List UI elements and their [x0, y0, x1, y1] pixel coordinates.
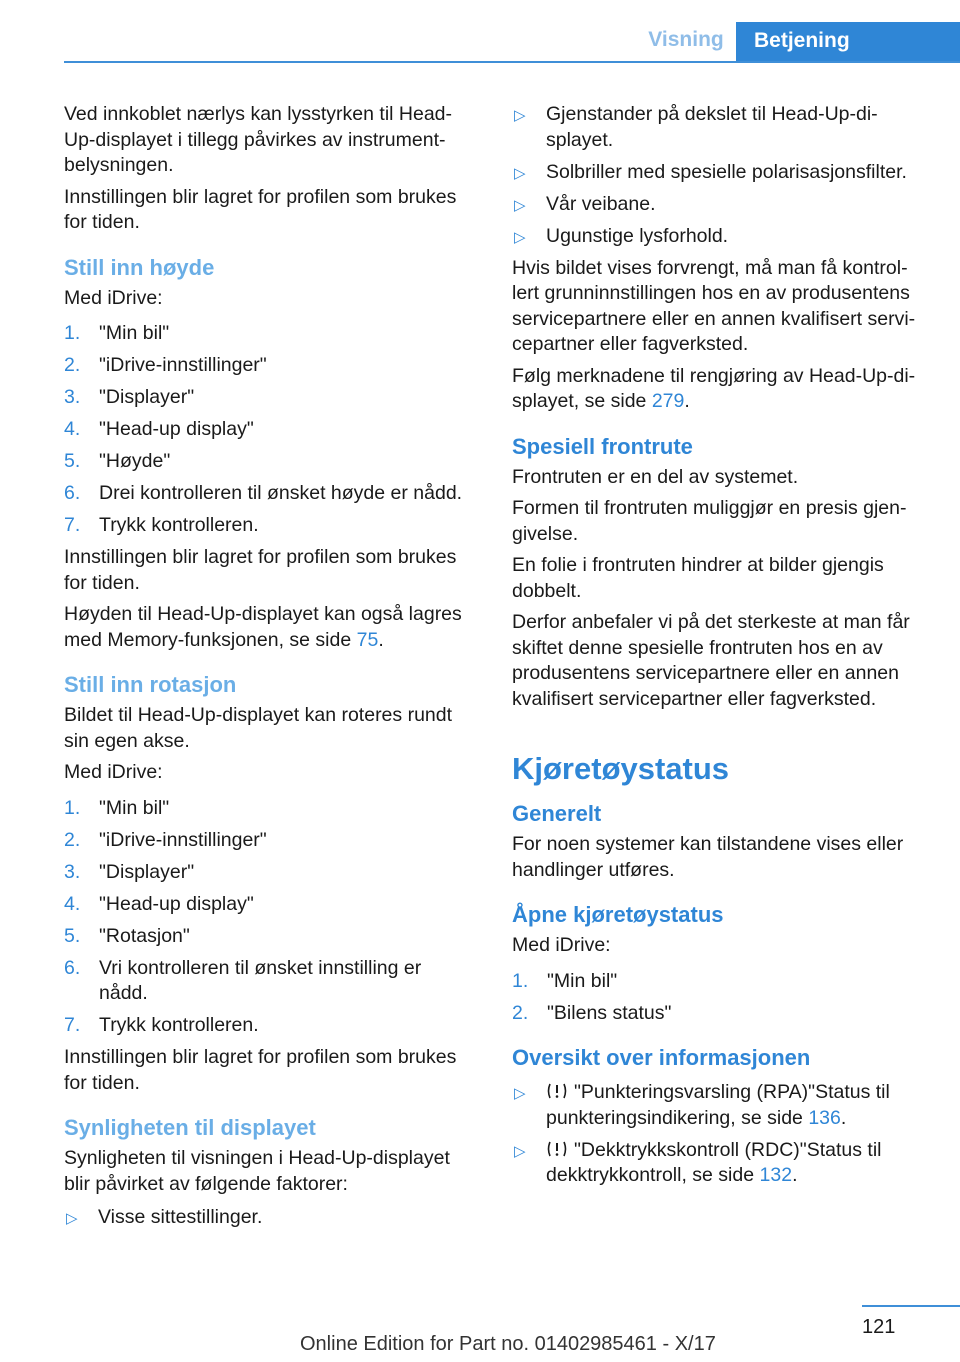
triangle-bullet-icon: ▷ [514, 228, 526, 246]
height-memory-note: Høyden til Head-Up-displayet kan også lagres med Memory-funksjonen, se side 75. [64, 603, 462, 651]
list-item: 6. Vri kontrolleren til ønsket innstilling er nådd. [64, 956, 422, 1004]
list-item: 1. "Min bil" [64, 796, 170, 819]
page-ref-link[interactable]: 136 [808, 1106, 841, 1129]
triangle-bullet-icon: ▷ [514, 196, 526, 214]
open-status-steps [512, 969, 928, 1027]
profile-note: Innstillingen blir lagret for profilen som brukes for tiden. [64, 185, 457, 233]
list-item: 7. Trykk kontrolleren. [64, 1014, 259, 1036]
tire-pressure-warning-icon [546, 1140, 568, 1158]
list-item: 3. "Displayer" [64, 386, 195, 408]
triangle-bullet-icon: ▷ [514, 1142, 526, 1160]
page-ref-link[interactable]: 279 [651, 390, 685, 412]
list-item: 4. "Head-up display" [64, 418, 254, 440]
footer-divider [862, 1305, 960, 1307]
triangle-bullet-icon: ▷ [66, 1210, 78, 1227]
page-ref-link[interactable]: 75 [356, 628, 379, 651]
section-title-open-status: Åpne kjøretøystatus [512, 902, 724, 927]
windshield-p1: Frontruten er en del av systemet. [512, 465, 799, 488]
windshield-p4: Derfor anbefaler vi på det sterkeste at man får skiftet denne spesielle frontruten hos en av produsentens servicepartnere eller en annen kvalifisert servicepartner eller fagverksted. [512, 611, 910, 710]
height-steps [64, 321, 474, 539]
list-item: 1. "Min bil" [64, 322, 170, 344]
visibility-description: Synligheten til visningen i Head-Up-displayet blir påvirket av følgende faktorer: [64, 1147, 450, 1195]
list-item: 3. "Displayer" [64, 860, 195, 883]
list-item: ▷ Visse sittestillinger. [64, 1205, 474, 1231]
section-title-visibility: Synligheten til displayet [64, 1115, 316, 1140]
list-item: ▷ Ugunstige lysforhold. [512, 224, 928, 250]
general-description: For noen systemer kan tilstandene vises eller handlinger utføres. [512, 833, 904, 881]
section-title-rotation: Still inn rotasjon [64, 672, 237, 697]
triangle-bullet-icon: ▷ [514, 164, 526, 182]
section-title-height: Still inn høyde [64, 254, 215, 280]
section-title-overview: Oversikt over informasjonen [512, 1045, 811, 1070]
section-title-windshield: Spesiell frontrute [512, 433, 693, 459]
list-item: ▷ "Dekktrykkskontroll (RDC)"Status til dekktrykkontroll, se side 132. [514, 1138, 882, 1186]
visibility-factors [64, 1205, 474, 1231]
overview-list [512, 1080, 928, 1189]
cleaning-note: Følg merknadene til rengjøring av Head-Up-di-splayet, se side 279. [512, 364, 916, 412]
list-item: ▷ "Punkteringsvarsling (RPA)"Status til punkteringsindikering, se side 136. [514, 1081, 890, 1129]
windshield-p2: Formen til frontruten muliggjør en presis gjen-givelse. [512, 497, 907, 545]
list-item: 5. "Rotasjon" [64, 924, 190, 947]
tab-visning[interactable]: Visning [648, 28, 724, 51]
list-item: 2. "iDrive-innstillinger" [64, 354, 267, 376]
windshield-p3: En folie i frontruten hindrer at bilder gjengis dobbelt. [512, 554, 884, 602]
section-title-general: Generelt [512, 801, 602, 826]
left-column [64, 102, 474, 1237]
idrive-intro: Med iDrive: [64, 286, 163, 309]
rotation-description: Bildet til Head-Up-displayet kan roteres rundt sin egen akse. [64, 704, 453, 752]
list-item: 4. "Head-up display" [64, 892, 254, 915]
page-ref-link[interactable]: 132 [759, 1164, 793, 1186]
height-profile-note: Innstillingen blir lagret for profilen som brukes for tiden. [64, 546, 457, 594]
right-column [512, 102, 928, 1195]
triangle-bullet-icon: ▷ [514, 107, 526, 124]
list-item: 6. Drei kontrolleren til ønsket høyde er nådd. [64, 482, 463, 504]
list-item: 7. Trykk kontrolleren. [64, 514, 259, 536]
intro-paragraph: Ved innkoblet nærlys kan lysstyrken til Head-Up-displayet i tillegg påvirkes av instrument-belysningen. [64, 103, 453, 176]
visibility-factors-continued [512, 102, 928, 249]
list-item: 5. "Høyde" [64, 450, 171, 472]
list-item: 1. "Min bil" [512, 969, 618, 992]
edition-footer: Online Edition for Part no. 01402985461 - X/17 [300, 1333, 716, 1355]
header-divider [64, 61, 960, 63]
idrive-intro: Med iDrive: [64, 761, 163, 783]
list-item: 2. "Bilens status" [512, 1001, 672, 1024]
distortion-note: Hvis bildet vises forvrengt, må man få kontrol-lert grunninnstillingen hos en av produsentens servicepartnere eller en annen kvalifisert servi-cepartner eller fagverksted. [512, 256, 916, 355]
page-header [0, 0, 960, 62]
list-item: ▷ Vår veibane. [512, 192, 928, 218]
triangle-bullet-icon: ▷ [514, 1085, 526, 1102]
rotation-profile-note: Innstillingen blir lagret for profilen som brukes for tiden. [64, 1046, 457, 1094]
tab-betjening[interactable]: Betjening [736, 22, 960, 62]
chapter-title-vehicle-status: Kjøretøystatus [512, 751, 730, 786]
list-item: ▷ Solbriller med spesielle polarisasjonsfilter. [512, 160, 928, 186]
page-number: 121 [862, 1316, 896, 1338]
idrive-intro: Med iDrive: [512, 934, 611, 956]
list-item: 2. "iDrive-innstillinger" [64, 828, 267, 851]
list-item: ▷ Gjenstander på dekslet til Head-Up-di-splayet. [514, 103, 878, 151]
rotation-steps [64, 796, 474, 1039]
tire-warning-icon [546, 1082, 568, 1100]
